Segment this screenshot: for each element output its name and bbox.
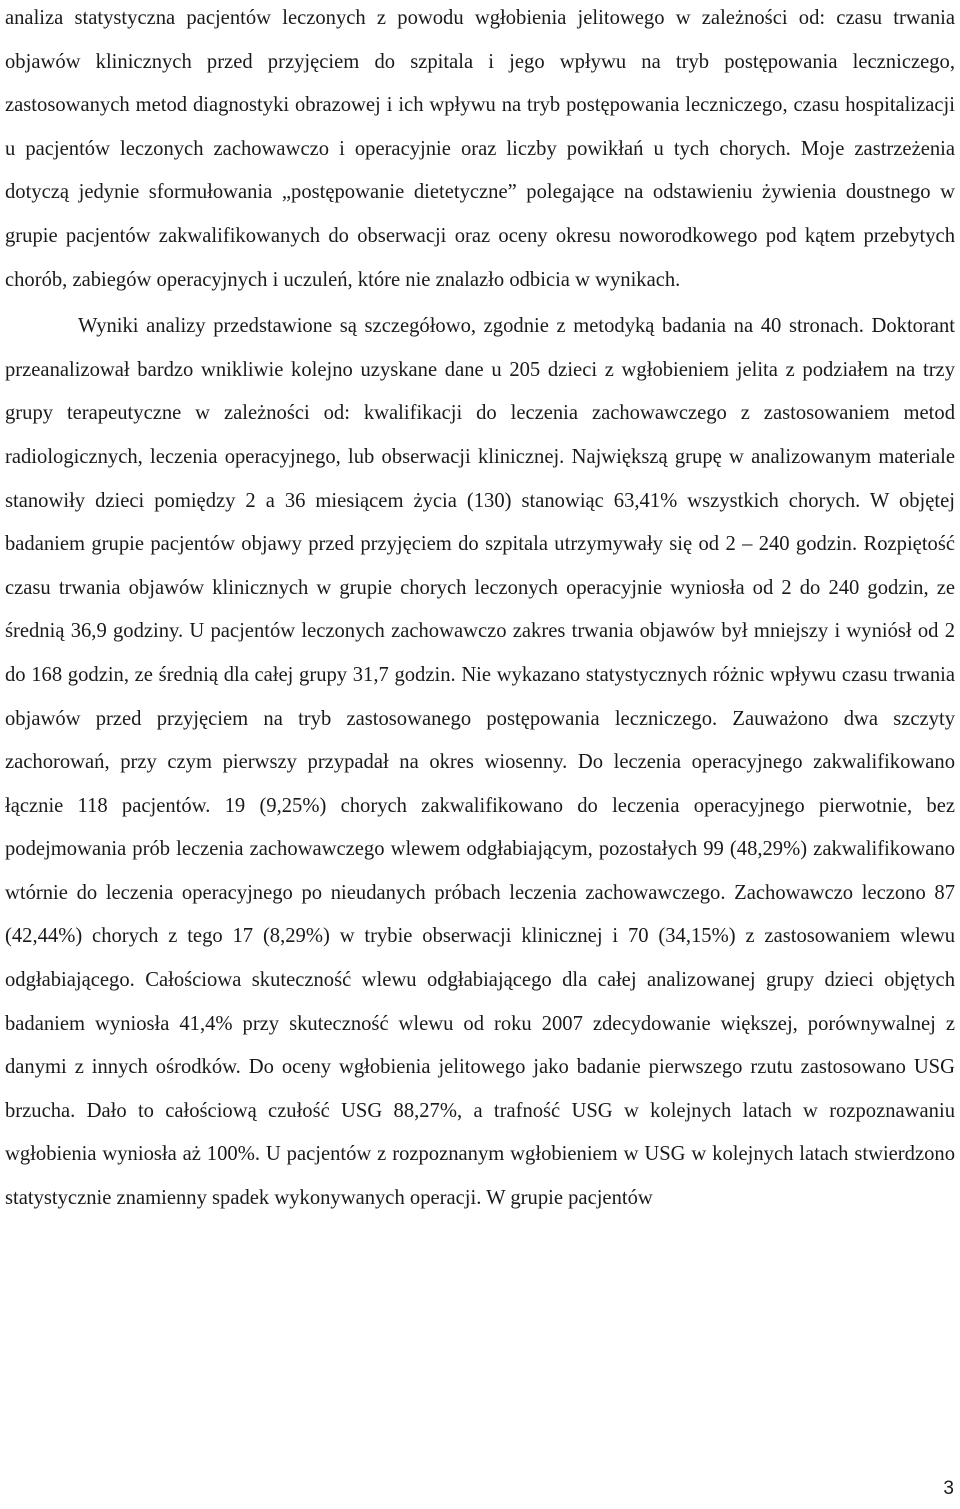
page-number: 3 (943, 1478, 954, 1499)
sentence: Nie wykazano statystycznych różnic wpływu czasu trwania objawów przed przyjęciem na tryb zastosowanego postępowania leczniczego. (5, 663, 955, 730)
sentence: U pacjentów z rozpoznanym wgłobieniem w USG w kolejnych latach stwierdzono statystycznie znamienny spadek wykonywanych operacji. (5, 1143, 955, 1210)
paragraph-1 (5, 0, 955, 302)
sentence: 19 (9,25%) chorych zakwalifikowano do leczenia operacyjnego pierwotnie, bez podejmowania prób leczenia zachowawczego wlewem odgłabiającym, pozostałych 99 (48,29%) zakwalifikowano wtórnie do leczenia operacyjnego po nieudanych próbach leczenia zachowawczego. (5, 794, 955, 904)
sentence: Do leczenia operacyjnego zakwalifikowano łącznie 118 pacjentów. (5, 751, 955, 817)
sentence: Całościowa skuteczność wlewu odgłabiającego dla całej analizowanej grupy dzieci objętych badaniem wyniosła 41,4% przy skuteczność wlewu od roku 2007 zdecydowanie większej, porównywalnej z danymi z innych ośrodków. (5, 969, 955, 1079)
sentence: analiza statystyczna pacjentów leczonych z powodu wgłobienia jelitowego w zależności od: czasu trwania objawów klinicznych przed przyjęciem do szpitala i jego wpływu na tryb postępowania leczniczego, zastosowanych metod diagnostyki obrazowej i ich wpływu na tryb postępowania leczniczego, czasu hospitalizacji u pacjentów leczonych zachowawczo i operacyjnie oraz liczby powikłań u tych chorych. (5, 7, 955, 160)
document-page (5, 0, 955, 1221)
sentence: Rozpiętość czasu trwania objawów klinicznych w grupie chorych leczonych operacyjnie wyniosła od 2 do 240 godzin, ze średnią 36,9 godziny. (5, 533, 955, 643)
sentence: W grupie pacjentów (486, 1187, 653, 1210)
sentence: Moje zastrzeżenia dotyczą jedynie sformułowania „postępowanie dietetyczne” polegające na odstawieniu żywienia doustnego w grupie pacjentów zakwalifikowanych do obserwacji oraz oceny okresu noworodkowego pod kątem przebytych chorób, zabiegów operacyjnych i uczuleń, które nie znalazło odbicia w wynikach. (5, 137, 956, 291)
sentence: Dało to całościową czułość USG 88,27%, a trafność USG w kolejnych latach w rozpoznawaniu wgłobienia wyniosła aż 100%. (5, 1099, 955, 1166)
sentence: Największą grupę w analizowanym materiale stanowiły dzieci pomiędzy 2 a 36 miesiącem życia (130) stanowiąc 63,41% wszystkich chorych. (5, 445, 955, 512)
sentence: Zauważono dwa szczyty zachorowań, przy czym pierwszy przypadał na okres wiosenny. (5, 707, 955, 774)
sentence: Zachowawczo leczono 87 (42,44%) chorych z tego 17 (8,29%) w trybie obserwacji klinicznej i 70 (34,15%) z zastosowaniem wlewu odgłabiającego. (5, 881, 956, 992)
sentence: U pacjentów leczonych zachowawczo zakres trwania objawów był mniejszy i wyniósł od 2 do 168 godzin, ze średnią dla całej grupy 31,7 godzin. (5, 620, 955, 686)
sentence: Do oceny wgłobienia jelitowego jako badanie pierwszego rzutu zastosowano USG brzucha. (5, 1056, 956, 1122)
paragraph-2 (5, 305, 955, 1220)
sentence: Doktorant przeanalizował bardzo wnikliwie kolejno uzyskane dane u 205 dzieci z wgłobieniem jelita z podziałem na trzy grupy terapeutyczne w zależności od: kwalifikacji do leczenia zachowawczego z zastosowaniem metod radiologicznych, leczenia operacyjnego, lub obserwacji klinicznej. (5, 315, 955, 468)
sentence: Wyniki analizy przedstawione są szczegółowo, zgodnie z metodyką badania na 40 stronach. (78, 315, 864, 338)
sentence: W objętej badaniem grupie pacjentów objawy przed przyjęciem do szpitala utrzymywały się od 2 – 240 godzin. (5, 489, 955, 556)
